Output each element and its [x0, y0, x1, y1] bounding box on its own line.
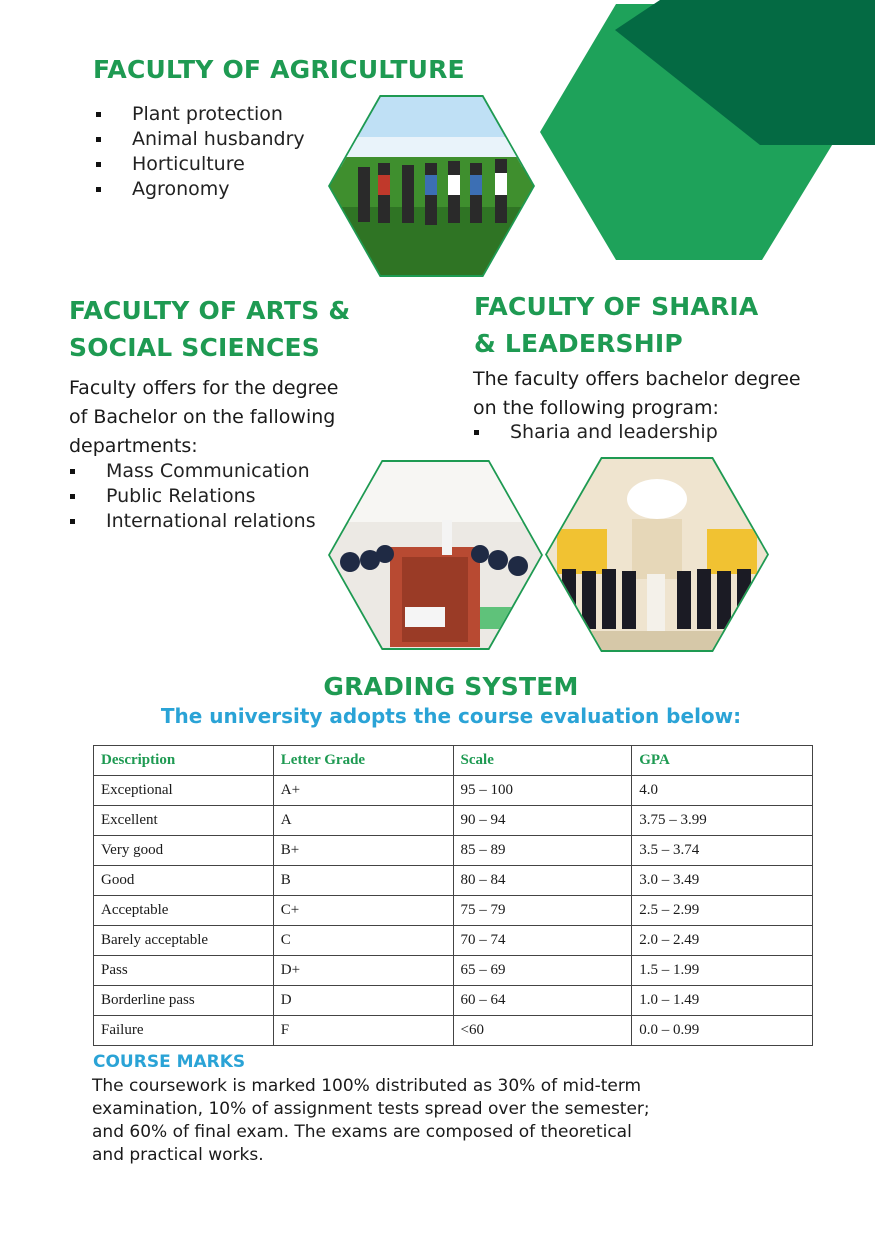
sharia-intro-line2: on the following program:: [473, 397, 719, 419]
table-cell: D: [273, 986, 453, 1016]
list-item: International relations: [68, 509, 316, 534]
table-cell: A: [273, 806, 453, 836]
arts-list: [68, 459, 316, 534]
decorative-hexagon-graphic: [540, 0, 875, 262]
graduation-photo: [545, 457, 769, 652]
table-cell: 70 – 74: [453, 926, 632, 956]
table-row: [94, 836, 813, 866]
table-cell: 1.5 – 1.99: [632, 956, 813, 986]
table-cell: Exceptional: [94, 776, 274, 806]
list-item: Animal husbandry: [94, 127, 305, 152]
table-row: [94, 926, 813, 956]
table-cell: 3.5 – 3.74: [632, 836, 813, 866]
table-cell: 1.0 – 1.49: [632, 986, 813, 1016]
table-cell: 75 – 79: [453, 896, 632, 926]
agriculture-title: FACULTY OF AGRICULTURE: [93, 55, 465, 84]
table-cell: Barely acceptable: [94, 926, 274, 956]
list-item: Public Relations: [68, 484, 316, 509]
list-item: Horticulture: [94, 152, 305, 177]
table-cell: B+: [273, 836, 453, 866]
course-marks-line1: The coursework is marked 100% distributed as 30% of mid-term: [92, 1076, 642, 1096]
table-cell: Borderline pass: [94, 986, 274, 1016]
sharia-intro-line1: The faculty offers bachelor degree: [473, 368, 801, 390]
table-cell: Good: [94, 866, 274, 896]
table-cell: 65 – 69: [453, 956, 632, 986]
arts-intro-line3: departments:: [69, 435, 198, 457]
header-scale: Scale: [453, 746, 632, 776]
course-marks-title: COURSE MARKS: [93, 1052, 246, 1072]
sharia-title-line2: & LEADERSHIP: [474, 329, 683, 358]
course-marks-line4: and practical works.: [92, 1145, 264, 1165]
table-row: [94, 866, 813, 896]
list-item: Mass Communication: [68, 459, 316, 484]
table-cell: 60 – 64: [453, 986, 632, 1016]
table-row: [94, 956, 813, 986]
table-row: [94, 806, 813, 836]
list-item: Plant protection: [94, 102, 305, 127]
table-cell: F: [273, 1016, 453, 1046]
table-cell: A+: [273, 776, 453, 806]
list-item: Sharia and leadership: [472, 420, 718, 445]
table-cell: 95 – 100: [453, 776, 632, 806]
table-cell: Acceptable: [94, 896, 274, 926]
grading-subtitle: The university adopts the course evaluation below:: [160, 704, 742, 728]
table-row: [94, 986, 813, 1016]
table-cell: 0.0 – 0.99: [632, 1016, 813, 1046]
list-item: Agronomy: [94, 177, 305, 202]
table-cell: 85 – 89: [453, 836, 632, 866]
table-cell: Pass: [94, 956, 274, 986]
table-cell: 3.75 – 3.99: [632, 806, 813, 836]
agriculture-photo: [328, 95, 535, 277]
table-cell: C: [273, 926, 453, 956]
table-row: [94, 776, 813, 806]
table-cell: C+: [273, 896, 453, 926]
header-description: Description: [94, 746, 274, 776]
table-cell: <60: [453, 1016, 632, 1046]
table-cell: 80 – 84: [453, 866, 632, 896]
table-cell: 4.0: [632, 776, 813, 806]
table-cell: Very good: [94, 836, 274, 866]
course-marks-line3: and 60% of final exam. The exams are composed of theoretical: [92, 1122, 632, 1142]
sharia-list: [472, 420, 718, 445]
header-letter-grade: Letter Grade: [273, 746, 453, 776]
arts-intro-line1: Faculty offers for the degree: [69, 377, 339, 399]
arts-title-line2: SOCIAL SCIENCES: [69, 333, 320, 362]
table-cell: Excellent: [94, 806, 274, 836]
sharia-title-line1: FACULTY OF SHARIA: [474, 292, 759, 321]
table-cell: Failure: [94, 1016, 274, 1046]
grading-table: [93, 745, 813, 1046]
header-gpa: GPA: [632, 746, 813, 776]
table-row: [94, 896, 813, 926]
classroom-photo: [328, 460, 543, 650]
table-cell: 2.5 – 2.99: [632, 896, 813, 926]
agriculture-list: [94, 102, 305, 202]
table-cell: B: [273, 866, 453, 896]
arts-intro-line2: of Bachelor on the fallowing: [69, 406, 336, 428]
table-cell: 90 – 94: [453, 806, 632, 836]
grading-title: GRADING SYSTEM: [323, 672, 579, 701]
table-row: [94, 1016, 813, 1046]
table-header-row: [94, 746, 813, 776]
table-cell: 3.0 – 3.49: [632, 866, 813, 896]
table-cell: 2.0 – 2.49: [632, 926, 813, 956]
arts-title-line1: FACULTY OF ARTS &: [69, 296, 351, 325]
course-marks-line2: examination, 10% of assignment tests spread over the semester;: [92, 1099, 650, 1119]
table-cell: D+: [273, 956, 453, 986]
